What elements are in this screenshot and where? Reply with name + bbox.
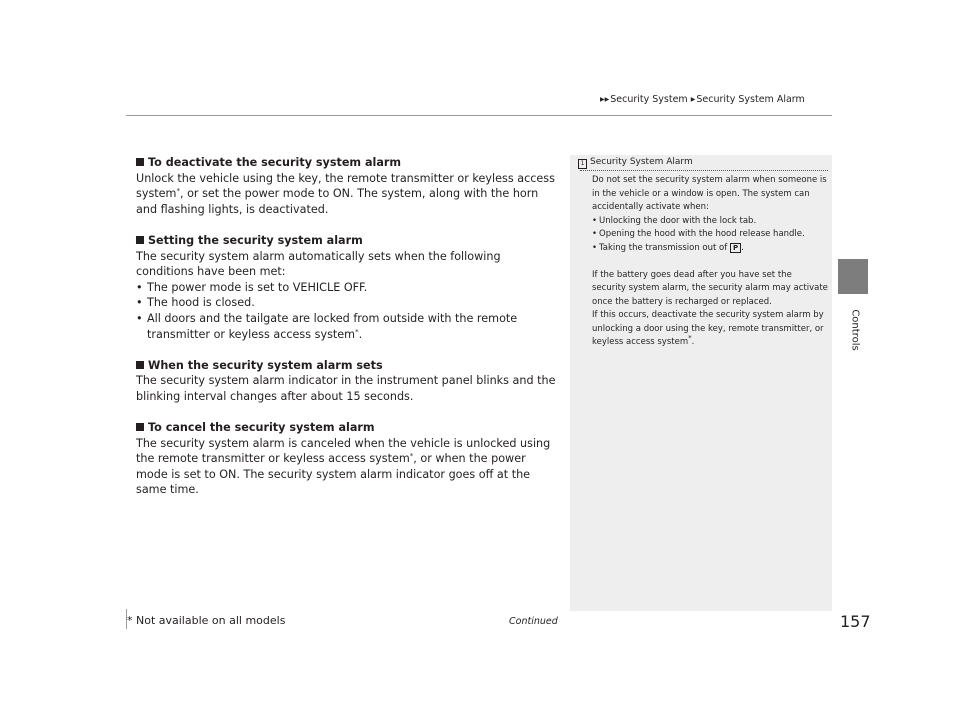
section-heading-sets: When the security system alarm sets (136, 358, 556, 374)
list-item: • Unlocking the door with the lock tab. (592, 215, 828, 229)
main-content (136, 155, 556, 498)
list-item: • All doors and the tailgate are locked from outside with the remote transmitter or keyless access system*. (136, 311, 556, 342)
section-text-sets: The security system alarm indicator in the instrument panel blinks and the blinking interval changes after about 15 seconds. (136, 374, 556, 403)
list-item: • The power mode is set to VEHICLE OFF. (136, 280, 556, 296)
section-square-icon (136, 423, 144, 431)
note-paragraph: If the battery goes dead after you have set the security system alarm, the security alarm may activate once the battery is recharged or replaced. (592, 269, 828, 307)
section-square-icon (136, 158, 144, 166)
chapter-tab (838, 259, 868, 294)
note-list (592, 215, 828, 256)
note-icon: 1 (578, 159, 587, 169)
continued-label: Continued (509, 616, 558, 627)
breadcrumb-arrow-icon: ▶ (690, 96, 696, 103)
section-square-icon (136, 236, 144, 244)
note-body (592, 174, 828, 350)
list-item: • Taking the transmission out of P . (592, 242, 828, 256)
breadcrumb-level1[interactable]: Security System (610, 94, 688, 105)
section-text-setting: The security system alarm automatically sets when the following conditions have been met: (136, 249, 501, 279)
footnote: * Not available on all models (127, 614, 286, 627)
list-item: • The hood is closed. (136, 295, 556, 311)
breadcrumb-level2[interactable]: Security System Alarm (696, 94, 805, 105)
park-position-icon: P (730, 243, 741, 253)
breadcrumb-arrow-icon: ▶▶ (600, 96, 610, 103)
breadcrumb (600, 94, 805, 105)
note-divider (580, 170, 828, 171)
note-title: 1 Security System Alarm (578, 157, 828, 169)
chapter-label: Controls (849, 309, 861, 351)
side-note-panel (570, 155, 832, 611)
section-heading-cancel: To cancel the security system alarm (136, 420, 556, 436)
section-heading-deactivate: To deactivate the security system alarm (136, 155, 556, 171)
conditions-list (136, 280, 556, 342)
note-intro: Do not set the security system alarm when someone is in the vehicle or a window is open. The system can accidentally activate when: (592, 175, 827, 212)
asterisk-link[interactable]: * (688, 334, 692, 342)
section-text-cancel: The security system alarm is canceled when the vehicle is unlocked using the remote transmitter or keyless access system*, or when the power mode is set to ON. The security system alarm indicator goes off at the same time. (136, 436, 551, 497)
note-paragraph: If this occurs, deactivate the security system alarm by unlocking a door using the key, remote transmitter, or keyless access system*. (592, 310, 824, 347)
asterisk-link[interactable]: * (355, 327, 359, 336)
asterisk-link[interactable]: * (409, 452, 414, 461)
page-number: 157 (840, 612, 871, 631)
asterisk-link[interactable]: * (176, 187, 180, 196)
section-square-icon (136, 361, 144, 369)
list-item: • Opening the hood with the hood release handle. (592, 228, 828, 242)
section-heading-setting: Setting the security system alarm (136, 233, 556, 249)
header-divider (126, 115, 832, 116)
section-text-deactivate: Unlock the vehicle using the key, the remote transmitter or keyless access system*, or set the power mode to ON. The system, along with the horn and flashing lights, is deactivated. (136, 171, 555, 216)
